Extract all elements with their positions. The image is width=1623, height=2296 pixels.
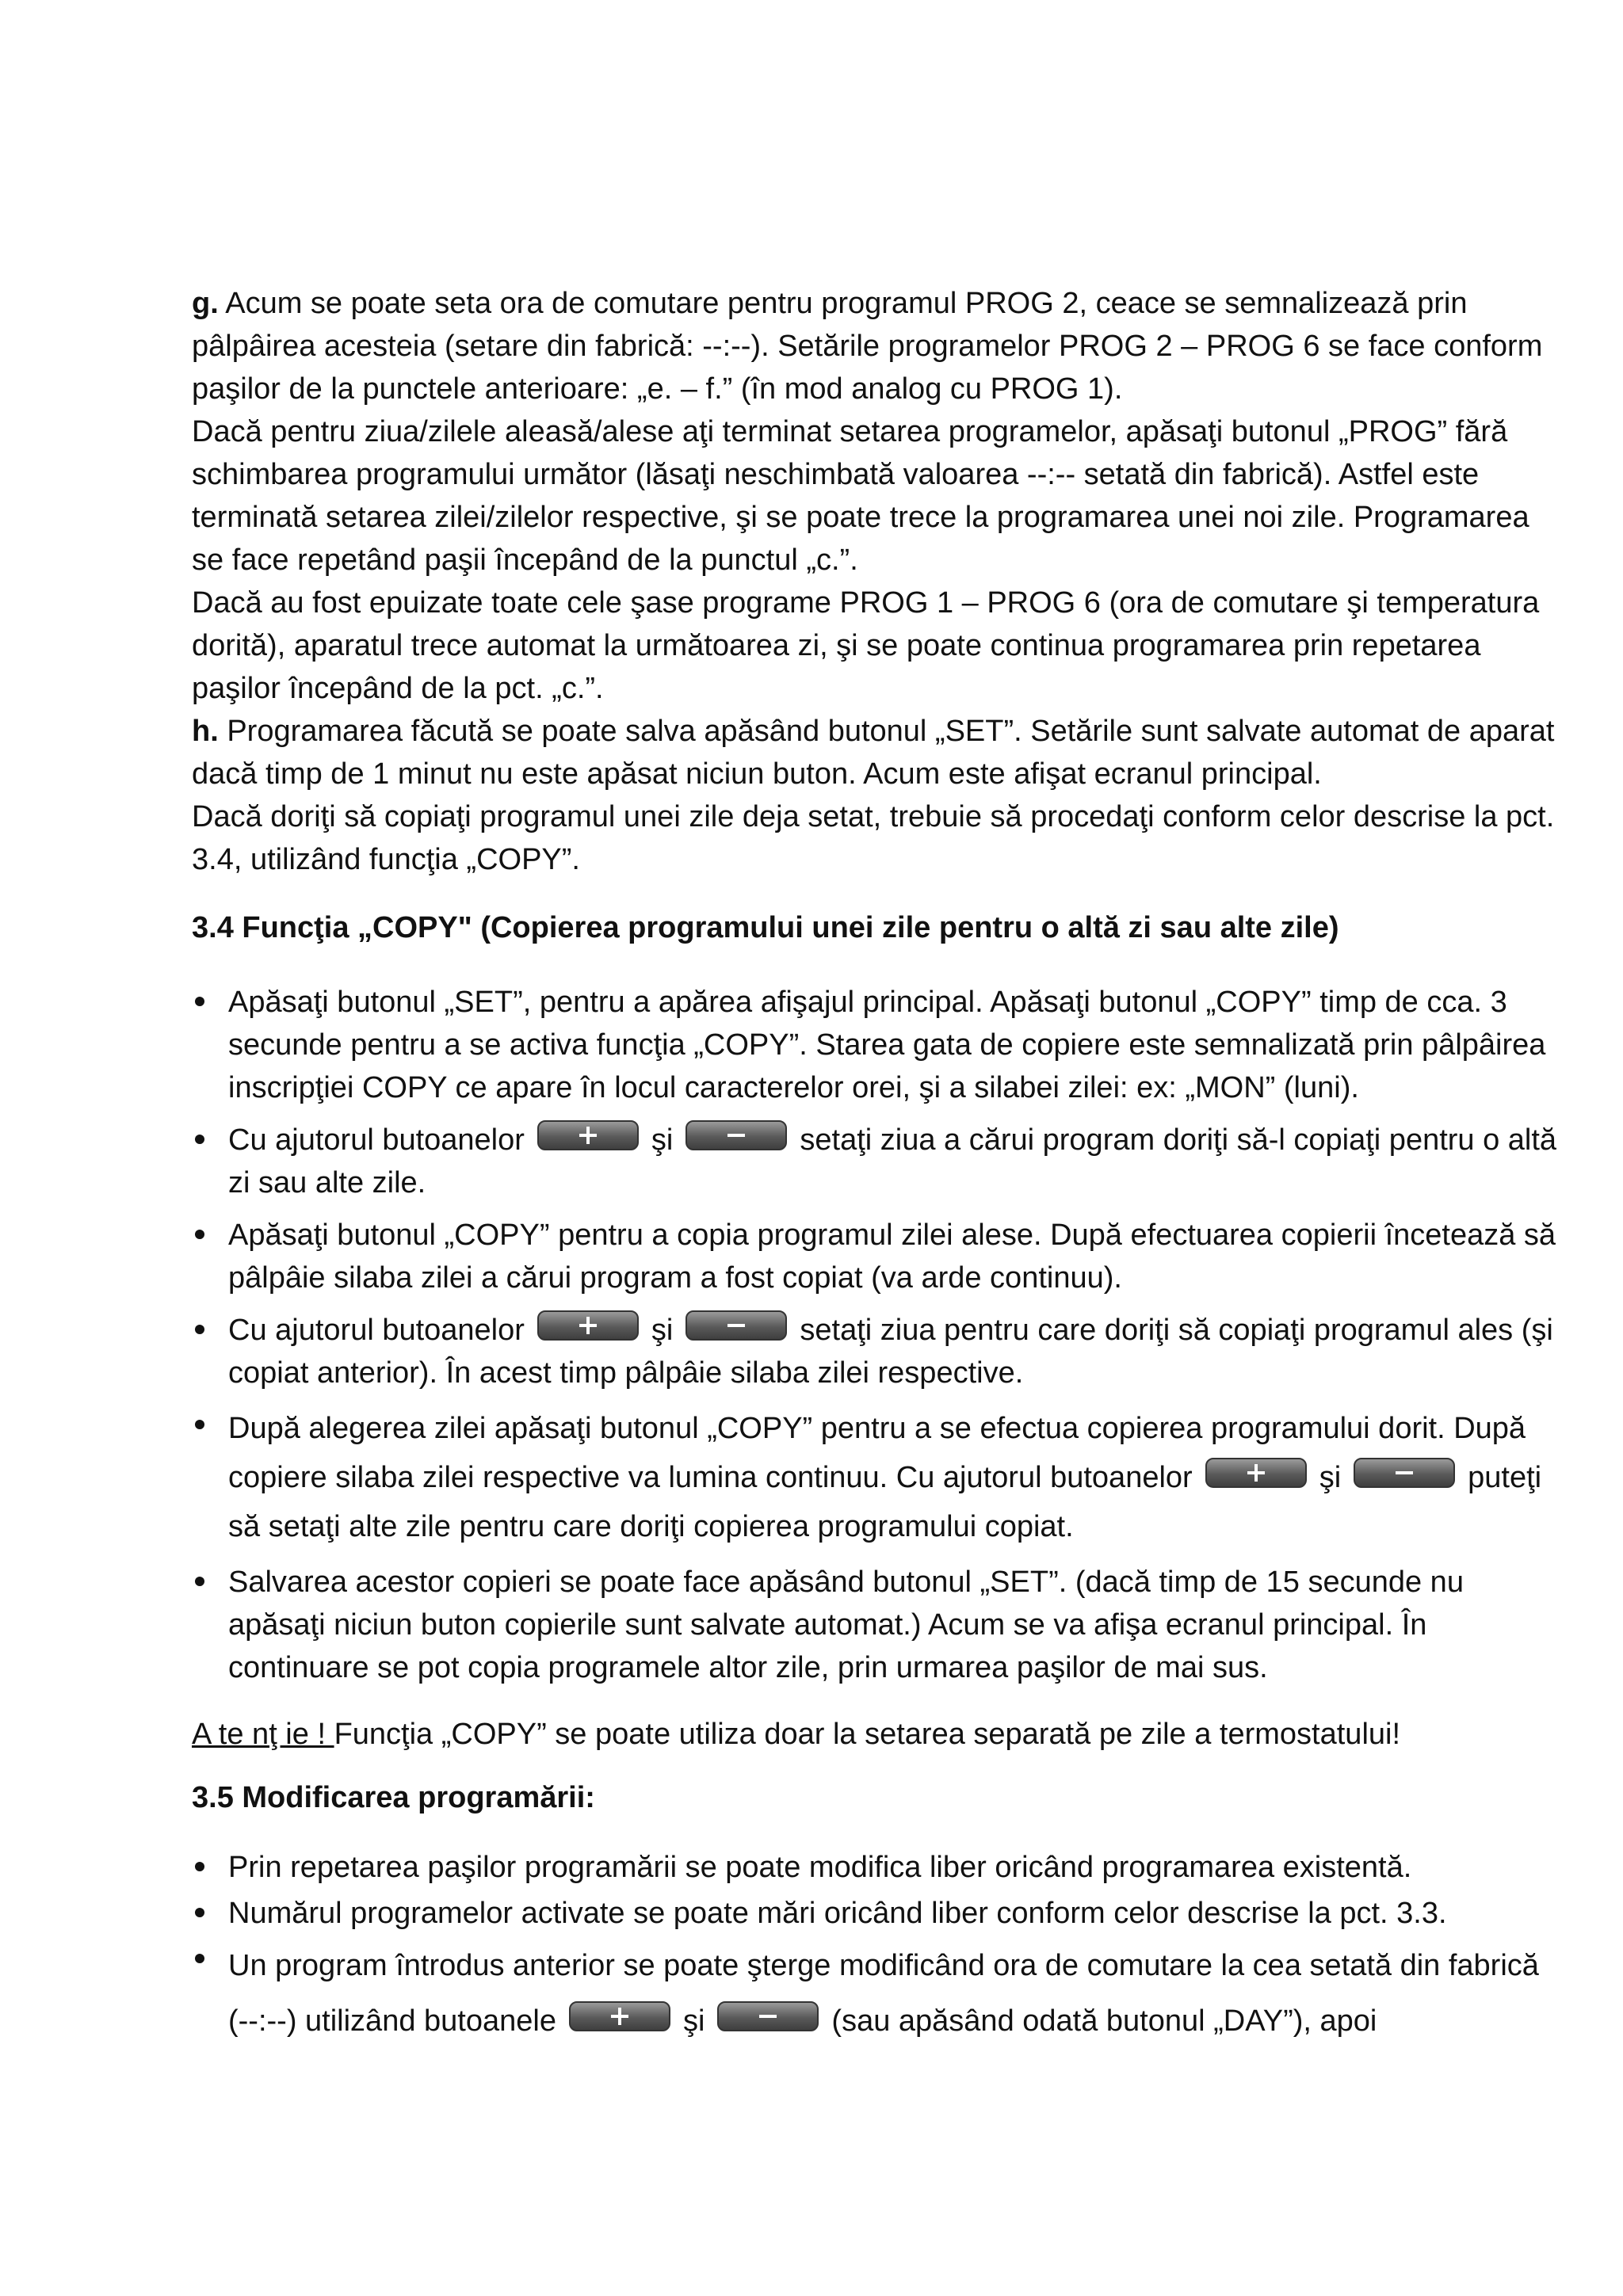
document-body: [192, 282, 1563, 2052]
step-label-g: g.: [192, 287, 219, 320]
bullet-icon: [195, 997, 204, 1006]
modify-steps-list: [192, 1846, 1563, 2049]
bullet-icon: [195, 1230, 204, 1239]
paragraph-g-3: Dacă au fost epuizate toate cele şase programe PROG 1 – PROG 6 (ora de comutare şi temperatura dorită), aparatul trece automat la următoarea zi, şi se poate continua programarea prin repetarea paşilor începând de la pct. „c.”.: [192, 586, 1540, 705]
minus-button-icon: [1354, 1458, 1455, 1488]
paragraph-g: [192, 282, 1563, 410]
paragraph-g-text: Acum se poate seta ora de comutare pentru programul PROG 2, ceace se semnalizează prin pâlpâirea acesteia (setare din fabrică: --:--). Setările programelor PROG 2 – PROG 6 se face conform paşilor de la punctele anterioare: „e. – f.” (în mod analog cu PROG 1).: [192, 287, 1543, 406]
list-item-text: Prin repetarea paşilor programării se poate modifica liber oricând programarea existentă.: [228, 1851, 1412, 1884]
attention-label: A te nţ ie !: [192, 1718, 334, 1751]
list-item-text: setaţi ziua a cărui program doriţi să-l copiaţi pentru o altă zi sau alte zile.: [228, 1123, 1557, 1199]
list-item-text: setaţi ziua pentru care doriţi să copiaţi programul ales (şi copiat anterior). În acest timp pâlpâie silaba zilei respective.: [228, 1314, 1553, 1390]
copy-steps-list: [192, 981, 1563, 1689]
list-item-text: şi: [651, 1314, 674, 1347]
paragraph-g-2: Dacă pentru ziua/zilele aleasă/alese aţi terminat setarea programelor, apăsaţi butonul „PROG” fără schimbarea programului următor (lăsaţi neschimbată valoarea --:-- setată din fabrică). Astfel este terminată setarea zilei/zilelor respective, şi se poate trece la programarea unei noi zile. Programarea se face repetând paşii începând de la punctul „c.”.: [192, 415, 1529, 577]
list-item: [192, 1892, 1563, 1935]
list-item-text: (sau apăsând odată butonul „DAY”), apoi: [831, 2004, 1377, 2038]
step-label-h: h.: [192, 715, 219, 748]
list-item: [192, 1119, 1563, 1204]
bullet-icon: [195, 1420, 204, 1429]
list-item-text: Cu ajutorul butoanelor: [228, 1314, 525, 1347]
bullet-icon: [195, 1325, 204, 1334]
bullet-icon: [195, 1577, 204, 1586]
paragraph-h: [192, 710, 1563, 795]
list-item-text: Un program întrodus anterior se poate şterge modificând ora de comutare la cea setată din fabrică (--:--) utilizând butoanele: [228, 1949, 1539, 2038]
list-item-text: Cu ajutorul butoanelor: [228, 1123, 525, 1157]
list-item-text: Salvarea acestor copieri se poate face apăsând butonul „SET”. (dacă timp de 15 secunde nu apăsaţi niciun buton copierile sunt salvate automat.) Acum se va afişa ecranul principal. În continuare se pot copia programele altor zile, prin urmarea paşilor de mai sus.: [228, 1566, 1464, 1684]
plus-button-icon: [537, 1120, 639, 1150]
list-item-text: şi: [651, 1123, 674, 1157]
list-item: [192, 1214, 1563, 1299]
list-item: [192, 1938, 1563, 2049]
list-item-text: şi: [682, 2004, 705, 2038]
bullet-icon: [195, 1862, 204, 1871]
list-item: [192, 1404, 1563, 1551]
bullet-icon: [195, 1954, 204, 1963]
section-heading-3-5: 3.5 Modificarea programării:: [192, 1781, 595, 1814]
attention-note: [192, 1713, 1563, 1756]
list-item: [192, 1846, 1563, 1889]
minus-button-icon: [685, 1310, 787, 1341]
list-item: [192, 981, 1563, 1109]
list-item: [192, 1561, 1563, 1689]
list-item: [192, 1309, 1563, 1394]
list-item-text: şi: [1319, 1461, 1342, 1494]
minus-button-icon: [717, 2001, 819, 2031]
minus-button-icon: [685, 1120, 787, 1150]
list-item-text: puteţi să setaţi alte zile pentru care doriţi copierea programului copiat.: [228, 1461, 1542, 1543]
section-heading-3-4: 3.4 Funcţia „COPY" (Copierea programului unei zile pentru o altă zi sau alte zile): [192, 911, 1339, 944]
paragraph-h-text: Programarea făcută se poate salva apăsând butonul „SET”. Setările sunt salvate automat de aparat dacă timp de 1 minut nu este apăsat niciun buton. Acum este afişat ecranul principal.: [192, 715, 1555, 791]
plus-button-icon: [569, 2001, 670, 2031]
plus-button-icon: [1205, 1458, 1307, 1488]
list-item-text: Apăsaţi butonul „SET”, pentru a apărea afişajul principal. Apăsaţi butonul „COPY” timp de cca. 3 secunde pentru a se activa funcţia „COPY”. Starea gata de copiere este semnalizată prin pâlpâirea inscripţiei COPY ce apare în locul caracterelor orei, şi a silabei zilei: ex: „MON” (luni).: [228, 986, 1546, 1104]
bullet-icon: [195, 1135, 204, 1144]
list-item-text: Numărul programelor activate se poate mări oricând liber conform celor descrise la pct. 3.3.: [228, 1897, 1447, 1930]
paragraph-h-2: Dacă doriţi să copiaţi programul unei zile deja setat, trebuie să procedaţi conform celor descrise la pct. 3.4, utilizând funcţia „COPY”.: [192, 800, 1555, 876]
list-item-text: După alegerea zilei apăsaţi butonul „COPY” pentru a se efectua copierea programului dorit. După copiere silaba zilei respective va lumina continuu. Cu ajutorul butoanelor: [228, 1412, 1526, 1494]
attention-text: Funcţia „COPY” se poate utiliza doar la setarea separată pe zile a termostatului!: [334, 1718, 1401, 1751]
plus-button-icon: [537, 1310, 639, 1341]
list-item-text: Apăsaţi butonul „COPY” pentru a copia programul zilei alese. După efectuarea copierii încetează să pâlpâie silaba zilei a cărui program a fost copiat (va arde continuu).: [228, 1219, 1556, 1295]
bullet-icon: [195, 1908, 204, 1917]
